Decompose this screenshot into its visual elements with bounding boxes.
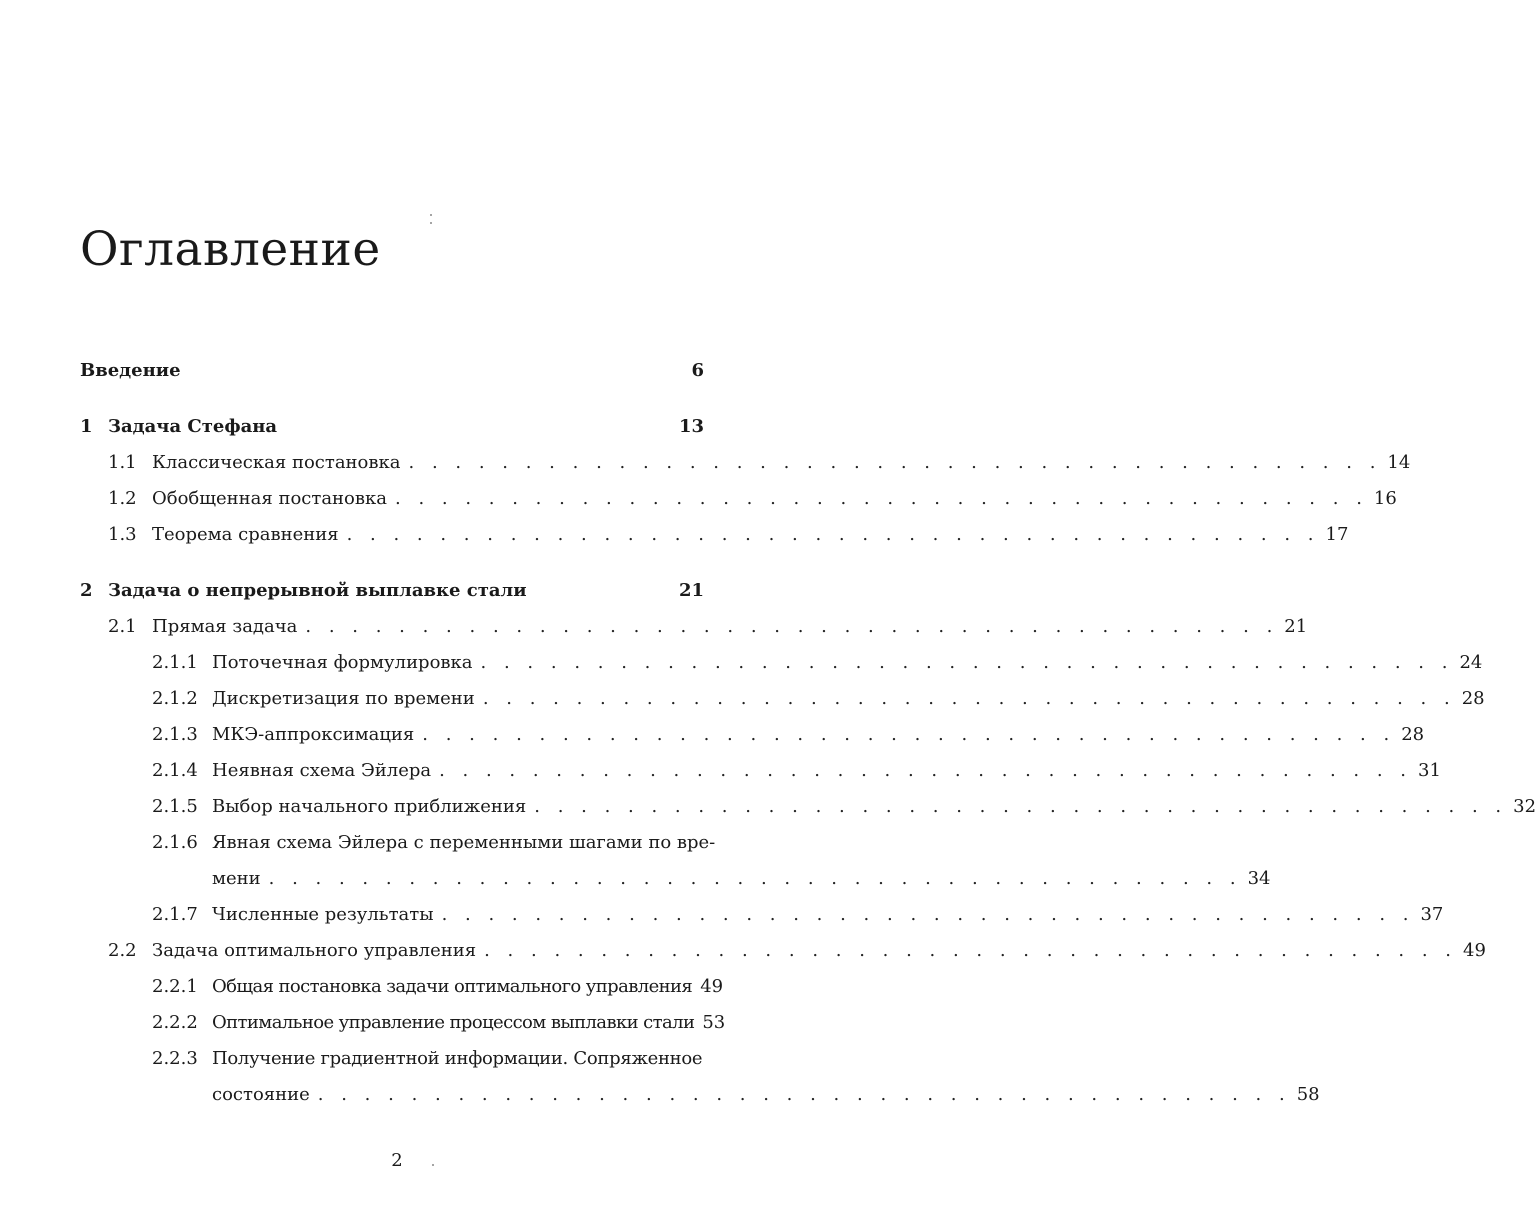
dot-leader: . . . . . . . . . . . . . . . . . . . . . . . . . . . . . . . . . . . . . . . . . .	[305, 616, 1279, 637]
toc-entry-number: 1.3	[108, 524, 137, 545]
dot-leader: . . . . . . . . . . . . . . . . . . . . . . . . . . . . . . . . . . . . . . . . . .	[480, 652, 1454, 673]
toc-entry-title: Неявная схема Эйлера	[212, 760, 432, 781]
toc-entry-page: 21	[678, 580, 704, 601]
toc-entry-number: 2.2.2	[152, 1012, 198, 1033]
toc-entry-page: 21	[1284, 616, 1308, 637]
dot-leader: . . . . . . . . . . . . . . . . . . . . . . . . . . . . . . . . . . . . . . . . . .	[395, 488, 1368, 509]
toc-entry-title: Введение	[80, 360, 181, 381]
toc-entry-page: 32	[1513, 796, 1536, 817]
toc-entry-page: 6	[691, 360, 704, 381]
toc-entry-number: 2.1.4	[152, 760, 198, 781]
toc-entry-page: 49	[700, 976, 724, 997]
toc-entry-page: 16	[1373, 488, 1397, 509]
toc-entry-number: 1.1	[108, 452, 137, 473]
toc-entry-title: Задача о непрерывной выплавке стали	[108, 580, 527, 601]
toc-entry-2-2-1[interactable]	[80, 976, 724, 1004]
toc-entry-2-2-3[interactable]	[80, 1048, 704, 1076]
toc-entry-number: 2.1.7	[152, 904, 198, 925]
toc-entry-2-2-3-continued[interactable]	[80, 1084, 1320, 1112]
toc-entry-title: Классическая постановка	[152, 452, 401, 473]
toc-entry-number: 1.2	[108, 488, 137, 509]
toc-entry-title: Общая постановка задачи оптимального управления	[212, 976, 693, 997]
toc-entry-title: Дискретизация по времени	[212, 688, 475, 709]
toc-entry-page: 37	[1420, 904, 1444, 925]
toc-entry-number: 2.1.5	[152, 796, 198, 817]
scan-speck	[430, 222, 432, 224]
dot-leader: . . . . . . . . . . . . . . . . . . . . . . . . . . . . . . . . . . . . . . . . . .	[484, 940, 1458, 961]
toc-entry-page: 28	[1461, 688, 1485, 709]
toc-entry-introduction[interactable]	[80, 360, 704, 388]
toc-entry-number: 2	[80, 580, 93, 601]
toc-entry-number: 2.1	[108, 616, 137, 637]
dot-leader: . . . . . . . . . . . . . . . . . . . . . . . . . . . . . . . . . . . . . . . . . .	[422, 724, 1396, 745]
toc-entry-number: 2.2.1	[152, 976, 198, 997]
toc-entry-chapter-1[interactable]	[80, 416, 704, 444]
toc-entry-2-1-2[interactable]	[80, 688, 1485, 716]
toc-entry-title: Численные результаты	[212, 904, 434, 925]
dot-leader: . . . . . . . . . . . . . . . . . . . . . . . . . . . . . . . . . . . . . . . . . .	[346, 524, 1320, 545]
scan-speck	[432, 1164, 434, 1166]
toc-entry-title: Выбор начального приближения	[212, 796, 527, 817]
toc-entry-2-2-2[interactable]	[80, 1012, 726, 1040]
toc-entry-title-continued: состояние	[212, 1084, 310, 1105]
dot-leader: . . . . . . . . . . . . . . . . . . . . . . . . . . . . . . . . . . . . . . . . . .	[441, 904, 1415, 925]
page-title: Оглавление	[80, 222, 381, 277]
toc-entry-1-3[interactable]	[80, 524, 1349, 552]
dot-leader: . . . . . . . . . . . . . . . . . . . . . . . . . . . . . . . . . . . . . . . . . .	[534, 796, 1508, 817]
toc-entry-title: Прямая задача	[152, 616, 298, 637]
toc-entry-page: 28	[1401, 724, 1425, 745]
toc-entry-title: Задача Стефана	[108, 416, 278, 437]
toc-entry-2-1-5[interactable]	[80, 796, 1536, 824]
toc-entry-title: Получение градиентной информации. Сопряженное	[212, 1048, 703, 1069]
toc-entry-2-1-1[interactable]	[80, 652, 1483, 680]
page-number: 2	[391, 1150, 403, 1171]
toc-entry-number: 2.1.3	[152, 724, 198, 745]
toc-entry-number: 2.1.2	[152, 688, 198, 709]
dot-leader: . . . . . . . . . . . . . . . . . . . . . . . . . . . . . . . . . . . . . . . . . .	[268, 868, 1242, 889]
toc-entry-title: Поточечная формулировка	[212, 652, 473, 673]
toc-entry-number: 1	[80, 416, 93, 437]
toc-entry-title: Оптимальное управление процессом выплавки стали	[212, 1012, 695, 1033]
toc-entry-page: 24	[1459, 652, 1483, 673]
toc-entry-2-1-7[interactable]	[80, 904, 1444, 932]
dot-leader: . . . . . . . . . . . . . . . . . . . . . . . . . . . . . . . . . . . . . . . . . .	[482, 688, 1456, 709]
toc-entry-page: 13	[678, 416, 704, 437]
dot-leader: . . . . . . . . . . . . . . . . . . . . . . . . . . . . . . . . . . . . . . . . . .	[408, 452, 1382, 473]
toc-entry-number: 2.1.6	[152, 832, 198, 853]
toc-entry-2-2[interactable]	[80, 940, 1486, 968]
toc-entry-title: Задача оптимального управления	[152, 940, 477, 961]
toc-entry-number: 2.1.1	[152, 652, 198, 673]
toc-entry-1-1[interactable]	[80, 452, 1411, 480]
toc-entry-2-1-3[interactable]	[80, 724, 1425, 752]
dot-leader: . . . . . . . . . . . . . . . . . . . . . . . . . . . . . . . . . . . . . . . . . .	[439, 760, 1412, 781]
toc-entry-page: 34	[1247, 868, 1271, 889]
toc-entry-1-2[interactable]	[80, 488, 1397, 516]
toc-entry-title: Явная схема Эйлера с переменными шагами по вре-	[212, 832, 716, 853]
toc-entry-page: 58	[1296, 1084, 1320, 1105]
toc-entry-page: 17	[1325, 524, 1349, 545]
toc-entry-page: 53	[702, 1012, 726, 1033]
dot-leader: . . . . . . . . . . . . . . . . . . . . . . . . . . . . . . . . . . . . . . . . . .	[317, 1084, 1291, 1105]
toc-entry-2-1[interactable]	[80, 616, 1308, 644]
toc-entry-page: 31	[1418, 760, 1441, 781]
scan-speck	[430, 214, 432, 216]
toc-entry-number: 2.2	[108, 940, 137, 961]
toc-entry-2-1-4[interactable]	[80, 760, 1441, 788]
toc-entry-title-continued: мени	[212, 868, 261, 889]
toc-entry-page: 49	[1463, 940, 1486, 961]
toc-entry-title: Обобщенная постановка	[152, 488, 388, 509]
toc-entry-chapter-2[interactable]	[80, 580, 704, 608]
toc-entry-2-1-6-continued[interactable]	[80, 868, 1271, 896]
toc-entry-2-1-6[interactable]	[80, 832, 716, 860]
toc-entry-page: 14	[1387, 452, 1411, 473]
toc-entry-title: МКЭ-аппроксимация	[212, 724, 415, 745]
toc-entry-title: Теорема сравнения	[152, 524, 339, 545]
toc-entry-number: 2.2.3	[152, 1048, 198, 1069]
